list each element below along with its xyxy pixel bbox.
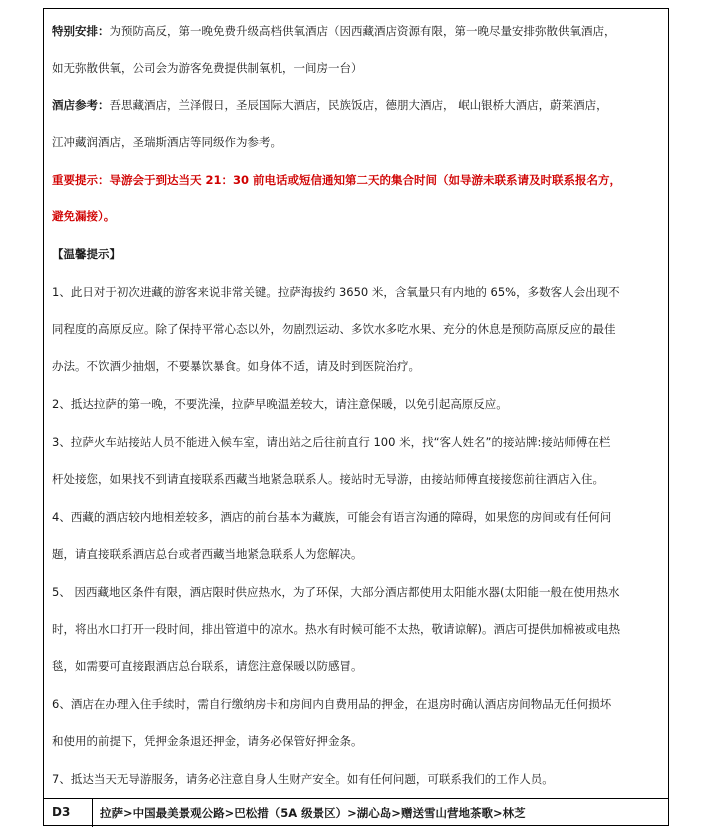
tip-line: 4、西藏的酒店较内地相差较多，酒店的前台基本为藏族，可能会有语言沟通的障碍，如果您的房间或有任何问 [52, 510, 612, 524]
day-label: D3 [52, 805, 71, 819]
tip-line: 3、拉萨火车站接站人员不能进入候车室，请出站之后往前直行 100 米，找“客人姓名”的接站牌:接站师傅在栏 [52, 435, 611, 449]
important-notice [52, 172, 621, 188]
tip-line: 杆处接您，如果找不到请直接联系西藏当地紧急联系人。接站时无导游，由接站师傅直接接您前往酒店入住。 [52, 472, 604, 486]
notice-text-line1: 导游会于到达当天 21：30 前电话或短信通知第二天的集合时间（如导游未联系请及时联系报名方， [109, 173, 622, 187]
notice-label: 重要提示： [52, 173, 110, 187]
hotel-reference [52, 97, 608, 113]
day-route: 拉萨>中国最美景观公路>巴松措（5A 级景区）>湖心岛>赠送雪山营地茶歌>林芝 [100, 806, 526, 820]
tip-line: 和使用的前提下，凭押金条退还押金，请务必保管好押金条。 [52, 734, 363, 748]
notice-text-line2: 避免漏接）。 [52, 209, 116, 223]
tip-line: 5、 因西藏地区条件有限，酒店限时供应热水，为了环保，大部分酒店都使用太阳能水器(太阳能一般在使用热水 [52, 585, 620, 599]
special-arrangement [52, 23, 616, 39]
hotel-text-line1: 吾思藏酒店，兰泽假日，圣辰国际大酒店，民族饭店，德朋大酒店， 岷山银桥大酒店，蔚莱酒店， [109, 98, 608, 112]
tip-line: 题，请直接联系酒店总台或者西藏当地紧急联系人为您解决。 [52, 547, 363, 561]
cell-divider [92, 799, 93, 827]
special-text-line1: 为预防高反，第一晚免费升级高档供氧酒店（因西藏酒店资源有限，第一晚尽量安排弥散供氧酒店， [109, 24, 616, 38]
hotel-text-line2: 江冲藏润酒店，圣瑞斯酒店等同级作为参考。 [52, 135, 282, 149]
special-text-line2: 如无弥散供氧，公司会为游客免费提供制氧机，一间房一台） [52, 61, 363, 75]
tip-line: 时，将出水口打开一段时间，排出管道中的凉水。热水有时候可能不太热，敬请谅解)。酒店可提供加棉被或电热 [52, 622, 620, 636]
tip-line: 6、酒店在办理入住手续时，需自行缴纳房卡和房间内自费用品的押金，在退房时确认酒店房间物品无任何损坏 [52, 697, 612, 711]
day-row [44, 798, 668, 827]
special-label: 特别安排： [52, 24, 110, 38]
tips-heading: 【温馨提示】 [52, 247, 121, 261]
itinerary-table [43, 8, 669, 826]
tip-line: 7、抵达当天无导游服务，请务必注意自身人生财产安全。如有任何问题，可联系我们的工作人员。 [52, 772, 554, 786]
tip-line: 毯，如需要可直接跟酒店总台联系，请您注意保暖以防感冒。 [52, 659, 363, 673]
hotel-label: 酒店参考： [52, 98, 110, 112]
tip-line: 同程度的高原反应。除了保持平常心态以外，勿剧烈运动、多饮水多吃水果、充分的休息是预防高原反应的最佳 [52, 322, 616, 336]
tip-line: 办法。不饮酒少抽烟，不要暴饮暴食。如身体不适，请及时到医院治疗。 [52, 359, 420, 373]
tip-line: 1、此日对于初次进藏的游客来说非常关键。拉萨海拔约 3650 米，含氧量只有内地的 65%，多数客人会出现不 [52, 285, 620, 299]
tip-line: 2、抵达拉萨的第一晚，不要洗澡，拉萨早晚温差较大，请注意保暖，以免引起高原反应。 [52, 397, 508, 411]
